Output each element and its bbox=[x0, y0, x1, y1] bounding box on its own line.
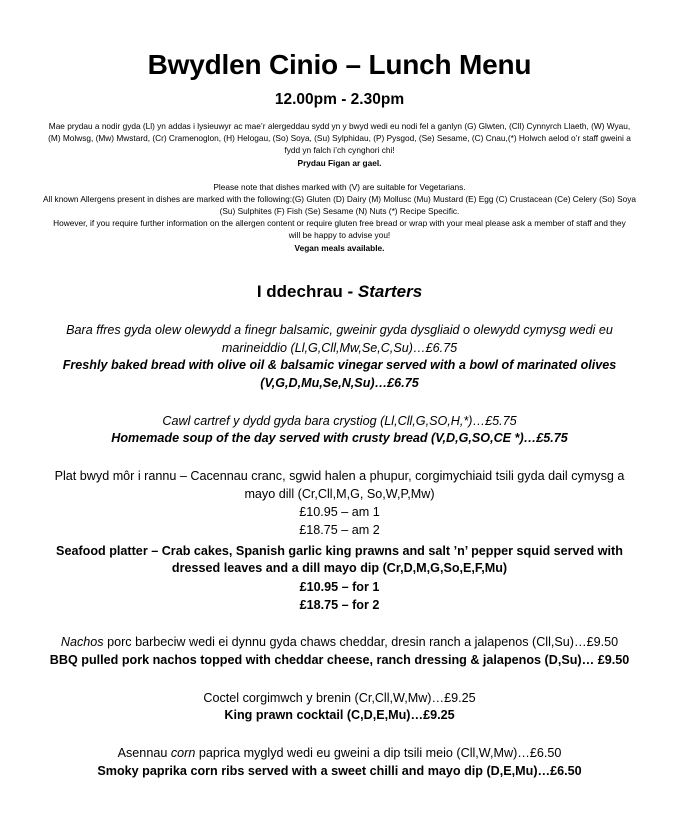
section-heading-welsh: I ddechrau - bbox=[256, 281, 358, 301]
allergen-english-line-4: However, if you require further information on the allergen content or require gluten free bread or wrap with your meal please ask a member of staff and they bbox=[53, 217, 626, 228]
menu-item-english-description: Freshly baked bread with olive oil & balsamic vinegar served with a bowl of marinated olives (V,G,D,Mu,Se,N,Su)…£6.75 bbox=[62, 358, 617, 391]
menu-item-welsh-description bbox=[42, 745, 637, 763]
menu-item-english-description: Homemade soup of the day served with crusty bread (V,D,G,SO,CE *)…£5.75 bbox=[111, 431, 568, 446]
vegan-notice-welsh: Prydau Figan ar gael. bbox=[297, 157, 382, 168]
menu-item-king-prawn-cocktail bbox=[14, 670, 665, 725]
menu-item-welsh-price-one: £10.95 – am 1 bbox=[299, 505, 380, 520]
allergen-welsh-line-2: (M) Molwsg, (Mw) Mwstard, (Cr) Cramenoglon, (H) Helogau, (So) Soya, (Su) Sylphidau, (P) Pysgod, (Se) Sesame, (C) Cnau,(*) Holwch aelod o’r staff gweini a bbox=[48, 132, 631, 143]
menu-item-welsh-italic-word: corn bbox=[170, 745, 196, 760]
menu-item-english-price-two: £18.75 – for 2 bbox=[299, 598, 380, 613]
menu-item-bbq-pulled-pork-nachos bbox=[14, 614, 665, 669]
menu-item-welsh-rest: paprica myglyd wedi eu gweini a dip tsili meio (Cll,W,Mw)…£6.50 bbox=[195, 745, 562, 760]
menu-item-english-description: King prawn cocktail (C,D,E,Mu)…£9.25 bbox=[224, 708, 455, 723]
menu-item-english-price-one: £10.95 – for 1 bbox=[299, 579, 380, 594]
allergen-english-line-2: All known Allergens present in dishes are marked with the following:(G) Gluten (D) Dairy (M) Mollusc (Mu) Mustard (E) Egg (C) Crustacean (Ce) Celery (So) Soya bbox=[43, 193, 636, 204]
page-title: Bwydlen Cinio – Lunch Menu bbox=[147, 49, 532, 80]
section-heading-starters bbox=[14, 254, 665, 302]
menu-item-welsh-description: Bara ffres gyda olew olewydd a finegr balsamic, gweinir gyda dysgliaid o olewydd cymysg wedi eu marineiddio (Ll,G,Cll,Mw,Se,C,Su)…£6.75 bbox=[66, 323, 613, 355]
menu-item-seafood-platter bbox=[14, 448, 665, 615]
menu-item-welsh-italic-lead: Nachos bbox=[60, 635, 104, 650]
menu-item-welsh-description bbox=[42, 634, 637, 652]
menu-item-welsh-lead: Asennau bbox=[117, 745, 171, 760]
menu-item-english-description: Seafood platter – Crab cakes, Spanish garlic king prawns and salt ’n’ pepper squid served with dressed leaves and a dill mayo dip (Cr,D,M,G,So,E,F,Mu) bbox=[56, 543, 623, 576]
allergen-notice-english bbox=[14, 169, 665, 254]
service-hours: 12.00pm - 2.30pm bbox=[274, 90, 405, 108]
menu-item-english-description: BBQ pulled pork nachos topped with cheddar cheese, ranch dressing & jalapenos (D,Su)… £9.50 bbox=[49, 653, 630, 668]
menu-item-welsh-description: Plat bwyd môr i rannu – Cacennau cranc, sgwid halen a phupur, corgimychiaid tsili gyda dail cymysg a mayo dill (Cr,Cll,M,G, So,W,P,Mw) bbox=[54, 468, 625, 501]
allergen-notice-welsh bbox=[14, 109, 665, 169]
allergen-welsh-line-3: fydd yn falch i’ch cynghori chi! bbox=[284, 144, 395, 155]
menu-item-smoky-paprika-corn-ribs bbox=[14, 725, 665, 780]
menu-item-welsh-description: Coctel corgimwch y brenin (Cr,Cll,W,Mw)…£9.25 bbox=[203, 690, 476, 705]
menu-item-soup-of-the-day bbox=[14, 393, 665, 448]
menu-item-welsh-description: Cawl cartref y dydd gyda bara crystiog (Ll,Cll,G,SO,H,*)…£5.75 bbox=[162, 413, 517, 428]
menu-item-english-description: Smoky paprika corn ribs served with a sweet chilli and mayo dip (D,E,Mu)…£6.50 bbox=[97, 763, 582, 778]
section-heading-english: Starters bbox=[357, 281, 423, 301]
menu-item-bread-olives bbox=[14, 302, 665, 393]
allergen-english-line-3: (Su) Sulphites (F) Fish (Se) Sesame (N) Nuts (*) Recipe Specific. bbox=[219, 205, 460, 216]
allergen-welsh-line-1: Mae prydau a nodir gyda (Ll) yn addas i lysieuwyr ac mae’r alergeddau sydd yn y bwyd wedi eu nodi fel a ganlyn (G) Glwten, (Cll) Cynnyrch Llaeth, (W) Wyau, bbox=[48, 120, 631, 131]
vegan-notice-english: Vegan meals available. bbox=[294, 242, 385, 253]
menu-item-welsh-rest: porc barbeciw wedi ei dynnu gyda chaws cheddar, dresin ranch a jalapenos (Cll,Su)…£9.50 bbox=[103, 635, 619, 650]
allergen-english-line-5: will be happy to advise you! bbox=[288, 229, 391, 240]
menu-item-welsh-price-two: £18.75 – am 2 bbox=[299, 523, 380, 538]
allergen-english-line-1: Please note that dishes marked with (V) are suitable for Vegetarians. bbox=[213, 181, 466, 192]
